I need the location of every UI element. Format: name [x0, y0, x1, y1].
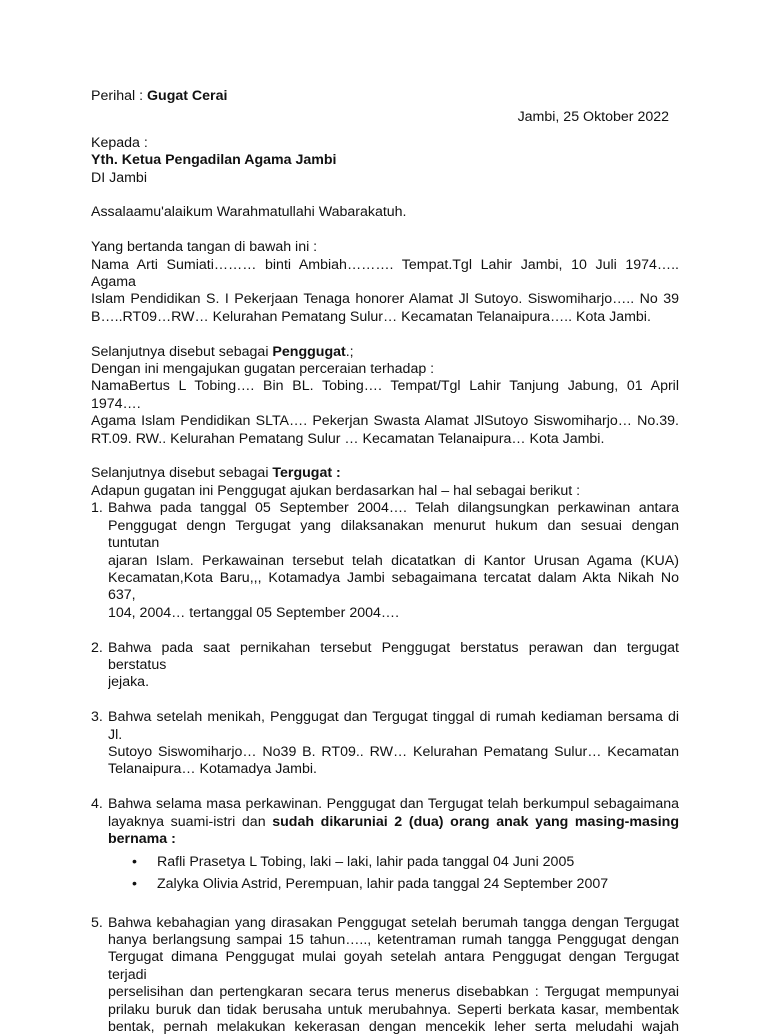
claims-list [91, 500, 679, 1036]
child-text: Zalyka Olivia Astrid, Perempuan, lahir pada tanggal 24 September 2007 [157, 875, 609, 892]
children-list [108, 854, 679, 893]
claim-line: 104, 2004… tertanggal 05 September 2004…. [108, 604, 400, 621]
claim-line: Penggugat dengn Tergugat yang dilaksanakan menurut hukum dan sesuai dengan tuntutan [108, 517, 679, 552]
spacer [91, 779, 679, 796]
spacer [91, 622, 679, 639]
claim-line: Bahwa setelah menikah, Penggugat dan Tergugat tinggal di rumah kediaman bersama di Jl. [108, 709, 679, 743]
designation-penggugat: Penggugat [272, 343, 346, 360]
claim-line: hanya berlangsung sampai 15 tahun….., ketentraman rumah tangga Penggugat dengan [108, 931, 679, 948]
claim-line: Bahwa kebahagian yang dirasakan Penggugat setelah berumah tangga dengan Tergugat [108, 914, 679, 931]
child-item [108, 876, 679, 893]
penggugat-intro: Yang bertanda tangan di bawah ini : [91, 239, 318, 256]
perihal-value: Gugat Cerai [147, 88, 228, 104]
penggugat-line-1: Nama Arti Sumiati……… binti Ambiah………. Tempat.Tgl Lahir Jambi, 10 Juli 1974….. Agama [91, 256, 679, 291]
penggugat-designation [91, 344, 679, 361]
greeting: Assalaamu'alaikum Warahmatullahi Wabarakatuh. [91, 204, 407, 221]
claim-number: 5. [91, 914, 103, 931]
perihal-line [91, 88, 679, 105]
designation-tergugat: Tergugat : [272, 465, 341, 482]
claim-text: layaknya suami-istri dan [108, 813, 273, 830]
claim-line: Bahwa pada tanggal 05 September 2004…. Telah dilangsungkan perkawinan antara [108, 500, 679, 517]
claim-item-5 [91, 915, 679, 1036]
recipient-location: DI Jambi [91, 169, 147, 186]
claim-line: jejaka. [108, 674, 150, 691]
tergugat-line-1: NamaBertus L Tobing…. Bin BL. Tobing…. Tempat/Tgl Lahir Tanjung Jabung, 01 April 1974…. [91, 378, 679, 412]
claim-line: Bahwa pada saat pernikahan tersebut Penggugat berstatus perawan dan tergugat berstatus [108, 639, 679, 673]
bullet-icon: • [132, 854, 137, 871]
claim-number: 3. [91, 709, 103, 726]
penggugat-line-2: Islam Pendidikan S. I Pekerjaan Tenaga honorer Alamat Jl Sutoyo. Siswomiharjo….. No 39 [91, 291, 679, 308]
kepada-label: Kepada : [91, 134, 148, 151]
gugatan-intro: Adapun gugatan ini Penggugat ajukan berdasarkan hal – hal sebagai berikut : [91, 482, 581, 499]
perihal-label: Perihal : [91, 88, 147, 104]
claim-number: 4. [91, 796, 103, 813]
tergugat-line-3: RT.09. RW.. Kelurahan Pematang Sulur … Kecamatan Telanaipura… Kota Jambi. [91, 430, 605, 447]
designation-suffix: .; [345, 343, 354, 360]
claim-item-1 [91, 500, 679, 622]
tergugat-designation [91, 465, 679, 482]
letter-body [91, 88, 679, 1036]
penggugat-line-3: B…..RT09…RW… Kelurahan Pematang Sulur… Kecamatan Telanaipura….. Kota Jambi. [91, 308, 651, 325]
claim-line [108, 814, 679, 831]
bullet-icon: • [132, 875, 137, 892]
tergugat-line-2: Agama Islam Pendidikan SLTA…. Pekerjan Swasta Alamat JlSutoyo Siswomiharjo… No.39. [91, 413, 679, 430]
claim-number: 2. [91, 639, 103, 656]
claim-item-2 [91, 640, 679, 692]
claim-line: Kecamatan,Kota Baru,,, Kotamadya Jambi sebagaimana tercatat dalam Akta Nikah No 637, [108, 569, 679, 604]
claim-emphasis: sudah dikaruniai 2 (dua) orang anak yang masing-masing [272, 813, 679, 830]
child-text: Rafli Prasetya L Tobing, laki – laki, lahir pada tanggal 04 Juni 2005 [157, 854, 575, 871]
designation-prefix: Selanjutnya disebut sebagai [91, 465, 273, 482]
claim-line: prilaku buruk dan tidak berusaha untuk merubahnya. Seperti berkata kasar, membentak [108, 1001, 679, 1018]
spacer [91, 692, 679, 709]
claim-number: 1. [91, 500, 103, 517]
claim-line: perselisihan dan pertengkaran secara terus menerus disebabkan : Tergugat mempunyai [108, 984, 679, 1001]
tergugat-intro: Dengan ini mengajukan gugatan perceraian terhadap : [91, 361, 435, 378]
claim-line: Telanaipura… Kotamadya Jambi. [108, 761, 317, 778]
claim-line: ajaran Islam. Perkawainan tersebut telah dicatatkan di Kantor Urusan Agama (KUA) [108, 552, 679, 569]
claim-emphasis: bernama : [108, 830, 176, 847]
claim-line: Sutoyo Siswomiharjo… No39 B. RT09.. RW… Kelurahan Pematang Sulur… Kecamatan [108, 743, 679, 760]
spacer [91, 897, 679, 914]
recipient-name: Yth. Ketua Pengadilan Agama Jambi [91, 152, 337, 169]
designation-prefix: Selanjutnya disebut sebagai [91, 343, 273, 360]
claim-line: bentak, pernah melakukan kekerasan dengan mencekik leher serta meludahi wajah [108, 1019, 679, 1035]
claim-item-4 [91, 796, 679, 893]
claim-item-3 [91, 709, 679, 779]
claim-line: Tergugat dimana Penggugat mulai goyah setelah antara Penggugat dengan Tergugat terjadi [108, 949, 679, 983]
child-item [108, 854, 679, 871]
claim-line: Bahwa selama masa perkawinan. Penggugat dan Tergugat telah berkumpul sebagaimana [108, 796, 679, 813]
letter-date: Jambi, 25 Oktober 2022 [517, 109, 669, 126]
